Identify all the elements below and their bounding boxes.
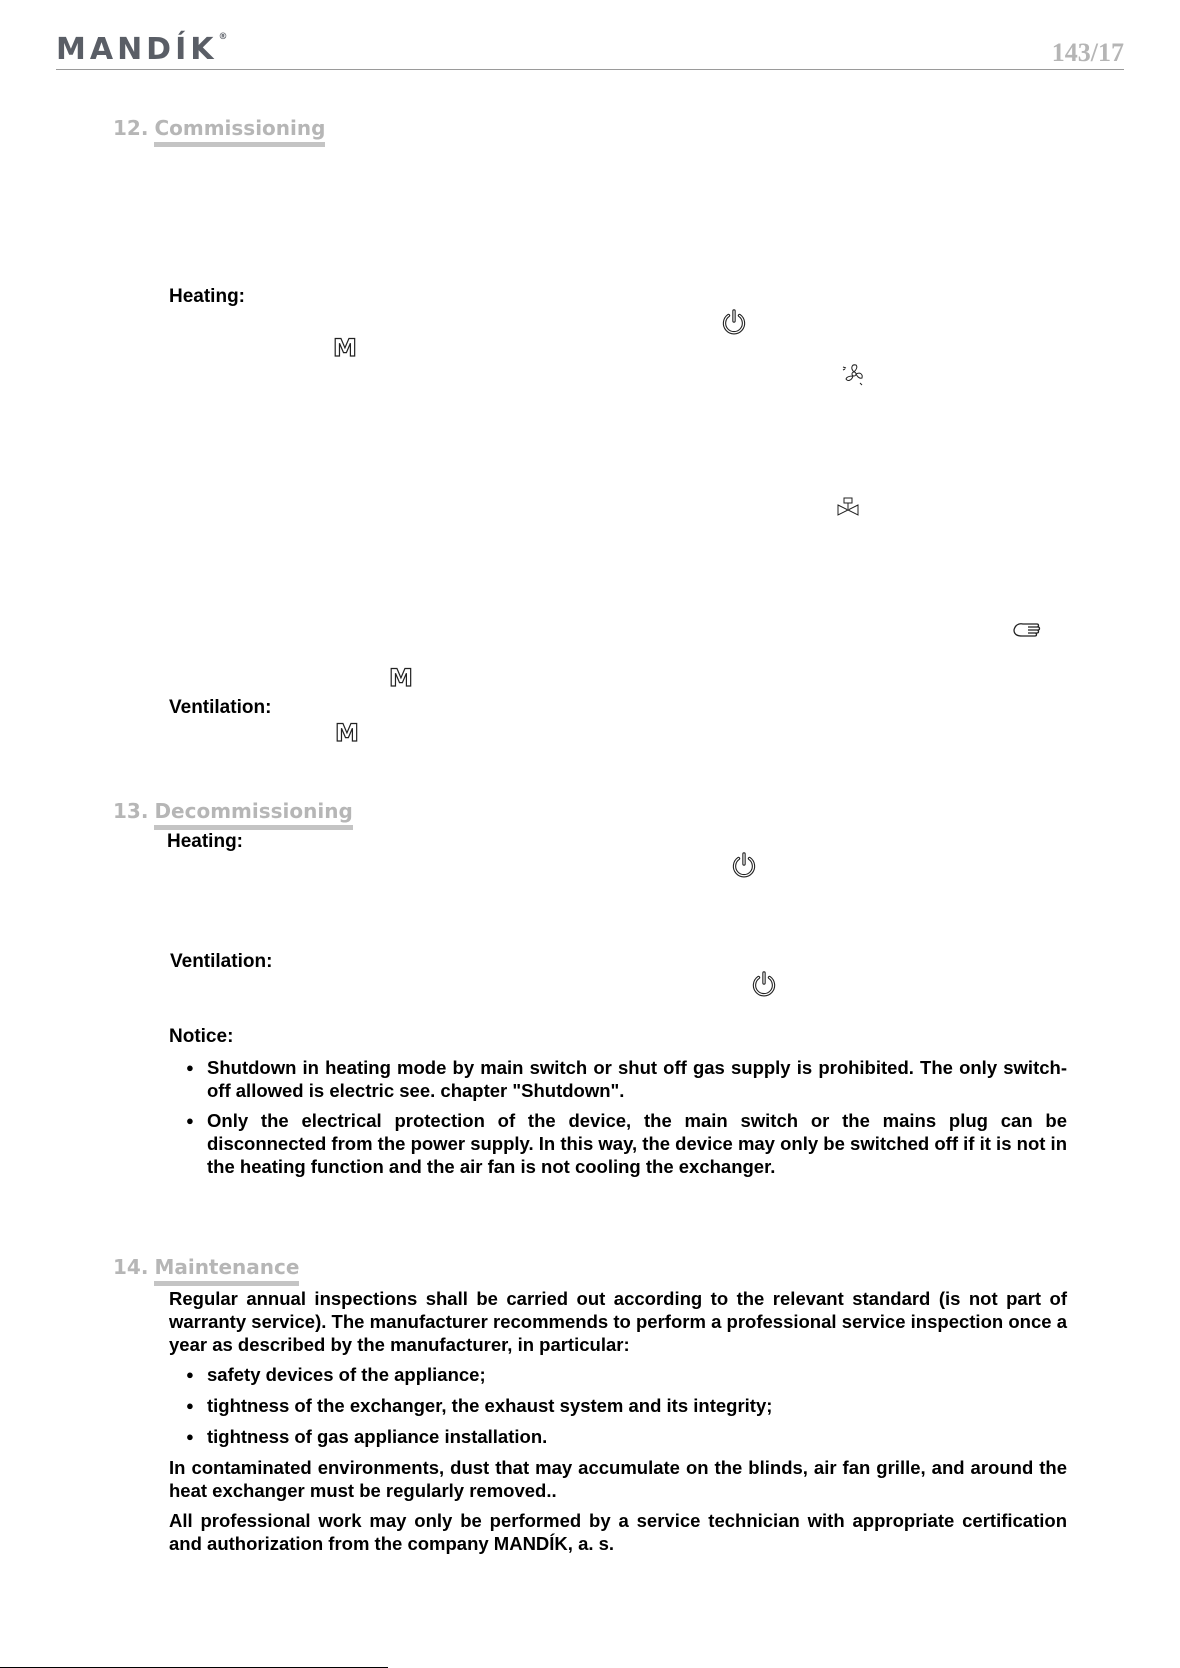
notice-item: ● Only the electrical protection of the device, the main switch or the mains plug can be disconnected from the power supply. In this way, the device may only be switched off if it is not in the heating function and the air fan is not cooling the exchanger. <box>186 1109 1067 1178</box>
maintenance-item: ● tightness of the exchanger, the exhaust system and its integrity; <box>186 1394 1067 1417</box>
fan-icon <box>840 361 866 387</box>
section-heading-decommissioning <box>113 799 353 830</box>
maintenance-item: ● tightness of gas appliance installation. <box>186 1425 1067 1448</box>
commissioning-heating-label: Heating: <box>169 286 245 307</box>
decommissioning-heating-label: Heating: <box>167 831 243 852</box>
logo-text: MANDÍK <box>56 32 218 67</box>
decommissioning-ventilation-label: Ventilation: <box>170 951 273 972</box>
mode-m-icon: M <box>335 719 359 747</box>
manual-hand-icon <box>1012 620 1042 642</box>
section-number: 13. <box>113 799 149 823</box>
section-heading-maintenance <box>113 1255 299 1286</box>
maintenance-paragraph: In contaminated environments, dust that may accumulate on the blinds, air fan grille, and around the heat exchanger must be regularly removed.. <box>169 1457 1067 1501</box>
section-number: 14. <box>113 1255 149 1279</box>
section-title: Decommissioning <box>154 799 352 830</box>
power-icon <box>750 970 778 998</box>
notice-label: Notice: <box>169 1026 234 1047</box>
company-logo <box>56 32 228 67</box>
header-divider <box>56 69 1124 70</box>
section-number: 12. <box>113 116 149 140</box>
maintenance-item: ● safety devices of the appliance; <box>186 1363 1067 1386</box>
power-icon <box>720 308 748 336</box>
section-title: Maintenance <box>154 1255 299 1286</box>
maintenance-intro: Regular annual inspections shall be carried out according to the relevant standard (is not part of warranty service). The manufacturer recommends to perform a professional service inspection once a year as described by the manufacturer, in particular: <box>169 1288 1067 1355</box>
maintenance-paragraph: All professional work may only be performed by a service technician with appropriate certification and authorization from the company MANDÍK, a. s. <box>169 1510 1067 1554</box>
commissioning-ventilation-label: Ventilation: <box>169 697 272 718</box>
page-number: 143/17 <box>1051 38 1124 67</box>
mode-m-icon: M <box>389 664 413 692</box>
notice-item: ● Shutdown in heating mode by main switch or shut off gas supply is prohibited. The only switch-off allowed is electric see. chapter "Shutdown". <box>186 1056 1067 1102</box>
section-title: Commissioning <box>154 116 325 147</box>
power-icon <box>730 851 758 879</box>
section-heading-commissioning <box>113 116 325 147</box>
logo-registered-mark: ® <box>218 32 228 42</box>
mode-m-icon: M <box>333 334 357 362</box>
gas-valve-icon <box>836 497 860 519</box>
